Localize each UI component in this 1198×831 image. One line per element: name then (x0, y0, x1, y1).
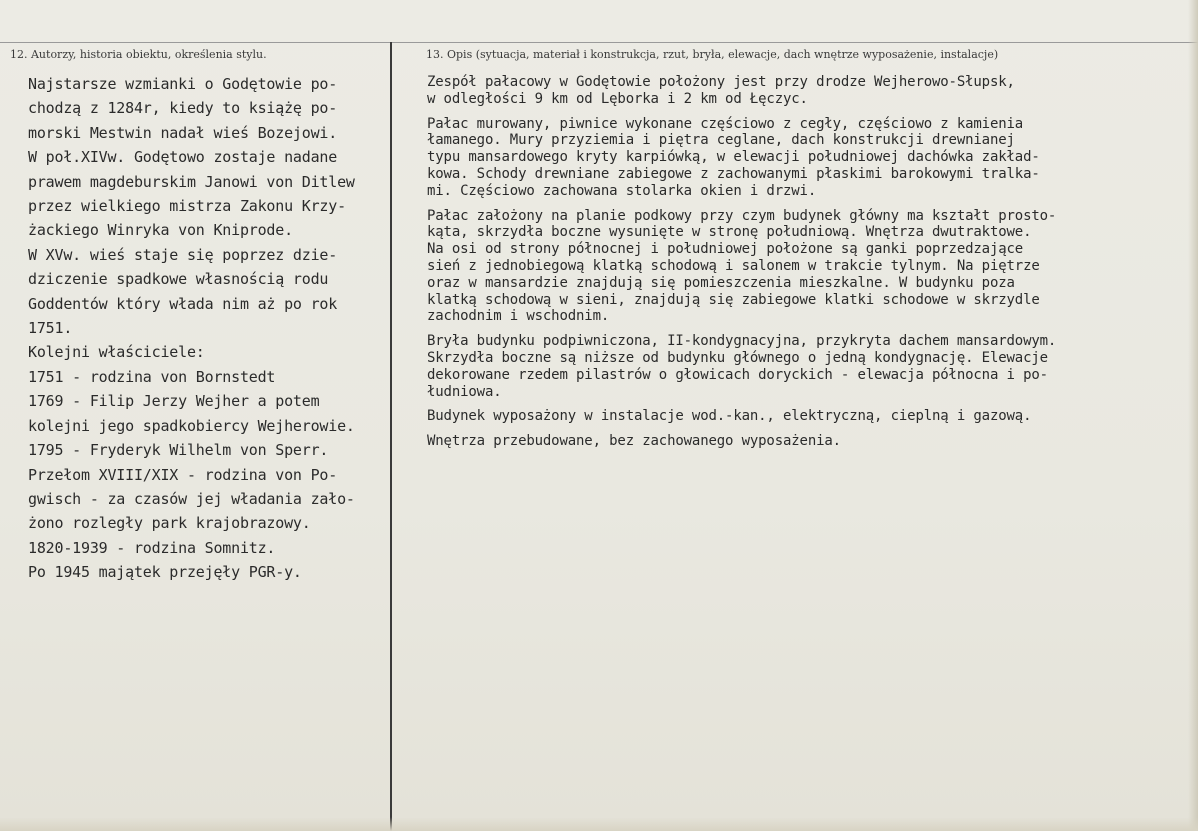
description-text-line: kąta, skrzydła boczne wysunięte w stronę południową. Wnętrza dwutraktowe. (427, 224, 1032, 241)
description-paragraph (427, 333, 1187, 400)
history-column (28, 72, 390, 585)
history-text-line: żackiego Winryka von Kniprode. (28, 221, 293, 240)
description-text-line: Skrzydła boczne są niższe od budynku głównego o jedną kondygnację. Elewacje (427, 349, 1048, 366)
history-text-line: 1751 - rodzina von Bornstedt (28, 367, 276, 386)
description-text-line: mi. Częściowo zachowana stolarka okien i drzwi. (427, 182, 817, 199)
history-text-line: chodzą z 1284r, kiedy to książę po- (28, 99, 338, 118)
history-text-line: gwisch - za czasów jej władania zało- (28, 489, 355, 508)
history-text-line: 1795 - Fryderyk Wilhelm von Sperr. (28, 441, 329, 460)
description-text-line: w odległości 9 km od Lęborka i 2 km od Łęczyc. (427, 90, 808, 107)
history-text-line: 1769 - Filip Jerzy Wejher a potem (28, 392, 320, 411)
card-edge-bottom (0, 817, 1198, 831)
column-divider (390, 42, 392, 831)
description-text-line: Pałac założony na planie podkowy przy czym budynek główny ma kształt prosto- (427, 207, 1057, 224)
card-edge-right (1188, 0, 1198, 831)
description-text-line: oraz w mansardzie znajdują się pomieszczenia mieszkalne. W budynku poza (427, 274, 1015, 291)
history-text-line: Przełom XVIII/XIX - rodzina von Po- (28, 465, 338, 484)
history-text-line: prawem magdeburskim Janowi von Ditlew (28, 172, 355, 191)
section-13-header: 13. Opis (sytuacja, materiał i konstrukcja, rzut, bryła, elewacje, dach wnętrze wyposażenie, instalacje) (426, 48, 999, 61)
history-text-line: kolejni jego spadkobiercy Wejherowie. (28, 416, 355, 435)
history-text-line: W XVw. wieś staje się poprzez dzie- (28, 245, 338, 264)
history-text-line: W poł.XIVw. Godętowo zostaje nadane (28, 148, 338, 167)
description-paragraph (427, 408, 1187, 425)
history-text-line: Goddentów który włada nim aż po rok (28, 294, 338, 313)
history-text-line: żono rozległy park krajobrazowy. (28, 514, 311, 533)
description-text-line: łamanego. Mury przyziemia i piętra ceglane, dach konstrukcji drewnianej (427, 132, 1015, 149)
description-text-line: klatką schodową w sieni, znajdują się zabiegowe klatki schodowe w skrzydle (427, 291, 1040, 308)
history-text-line: Najstarsze wzmianki o Godętowie po- (28, 75, 338, 93)
description-text-line: Zespół pałacowy w Godętowie położony jest przy drodze Wejherowo-Słupsk, (427, 74, 1015, 90)
description-paragraph (427, 116, 1187, 200)
description-text-line: kowa. Schody drewniane zabiegowe z zachowanymi płaskimi barokowymi tralka- (427, 165, 1040, 182)
description-paragraph (427, 74, 1187, 108)
history-text-line: Po 1945 majątek przejęły PGR-y. (28, 563, 302, 582)
history-text-line: Kolejni właściciele: (28, 343, 205, 362)
description-text-line: sień z jednobiegową klatką schodową i salonem w trakcie tylnym. Na piętrze (427, 257, 1040, 274)
description-text-line: Na osi od strony północnej i południowej położone są ganki poprzedzające (427, 241, 1024, 258)
history-text-line: 1820-1939 - rodzina Somnitz. (28, 538, 276, 557)
history-text-line: przez wielkiego mistrza Zakonu Krzy- (28, 197, 346, 216)
description-text-line: Pałac murowany, piwnice wykonane częściowo z cegły, częściowo z kamienia (427, 115, 1024, 132)
history-text-line: dziczenie spadkowe własnością rodu (28, 270, 329, 289)
description-paragraph (427, 208, 1187, 326)
description-text-line: Bryła budynku podpiwniczona, II-kondygnacyjna, przykryta dachem mansardowym. (427, 333, 1057, 350)
history-text-line: morski Mestwin nadał wieś Bozejowi. (28, 123, 338, 142)
description-text-line: łudniowa. (427, 383, 502, 400)
description-column (427, 74, 1187, 458)
header-divider (0, 42, 1198, 43)
description-text-line: Budynek wyposażony w instalacje wod.-kan., elektryczną, cieplną i gazową. (427, 408, 1032, 425)
history-text-line: 1751. (28, 319, 73, 338)
description-text-line: typu mansardowego kryty karpiówką, w elewacji południowej dachówka zakład- (427, 149, 1040, 166)
description-text-line: Wnętrza przebudowane, bez zachowanego wyposażenia. (427, 433, 841, 450)
description-text-line: zachodnim i wschodnim. (427, 308, 610, 325)
section-12-header: 12. Autorzy, historia obiektu, określenia stylu. (10, 48, 267, 61)
description-paragraph (427, 433, 1187, 450)
description-text-line: dekorowane rzedem pilastrów o głowicach doryckich - elewacja północna i po- (427, 366, 1048, 383)
